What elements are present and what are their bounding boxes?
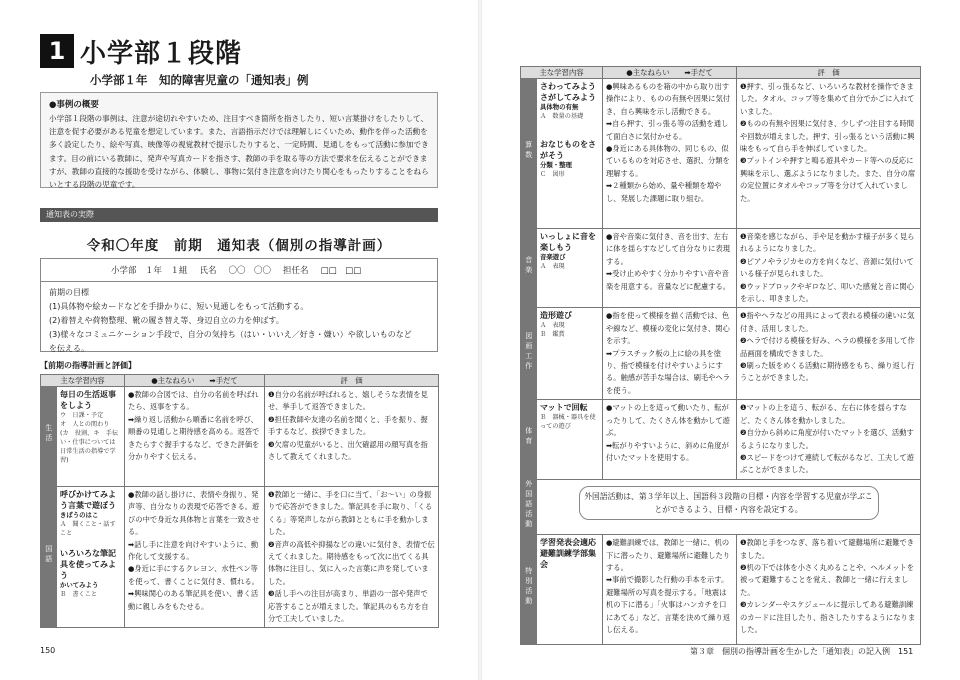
- eval-cell: ❶マットの上を這う、転がる、左右に体を揺らすなど、たくさん体を動かしました。 ❷自分から斜めに角度が付いたマットを選び、活動するようになりました。 ❸スピードをつけて連続して転がるなど、工夫して遊ぶことができました。: [737, 400, 921, 479]
- eval-cell: ❶教師と手をつなぎ、落ち着いて避難場所に避難できました。 ❷机の下では体を小さく丸めることや、ヘルメットを被って避難することを覚え、教師と一緒に行えました。 ❸カレンダーやスケジュールに提示してある避難訓練のカードに注目したり、指さしたりするようになりました。: [737, 535, 921, 645]
- table-row: [41, 387, 439, 487]
- goals-box: [40, 282, 438, 352]
- note-cell: [537, 479, 921, 534]
- category-cell: 図画工作: [521, 308, 537, 400]
- page-number-left: 150: [40, 646, 56, 655]
- grade-class: 小学部 １年 １組: [111, 266, 188, 276]
- foreign-language-note: 外国語活動は、第３学年以上、国語科３段階の目標・内容を学習する児童が学ぶことができるよう、目標・内容を設定する。: [579, 486, 879, 520]
- content-cell: さわってみようさがしてみよう 具体物の有無 Ａ 数量の基礎 おなじものをさがそう 分類・整理 Ｃ 図形: [537, 79, 603, 229]
- content-cell: いっしょに音を楽しもう 音楽遊び Ａ 表現: [537, 229, 603, 308]
- right-plan-table: [520, 66, 921, 645]
- category-cell: 生活: [41, 387, 57, 487]
- category-cell: 算数: [521, 79, 537, 229]
- col-header-aim: ●主なねらい ➡手だて: [603, 67, 737, 79]
- col-header-eval: 評 価: [737, 67, 921, 79]
- left-plan-table: [40, 374, 439, 628]
- content-cell: 学習発表会適応避難訓練学部集会: [537, 535, 603, 645]
- aim-cell: ●マットの上を這って動いたり、転がったりして、たくさん体を動かして遊ぶ。 ➡転がりやすいように、斜めに角度が付いたマットを使用する。: [603, 400, 737, 479]
- aim-cell: ●音や音楽に気付き、音を出す、左右に体を揺らすなどして自分なりに表現する。 ➡受け止めやすく分かりやすい音や音楽を用意する。音量などに配慮する。: [603, 229, 737, 308]
- page-title: 小学部１段階: [80, 39, 243, 69]
- report-title: 令和〇年度 前期 通知表（個別の指導計画）: [86, 238, 392, 254]
- goal-item: (1)具体物や絵カードなどを手掛かりに、短い見通しをもって活動する。: [49, 302, 309, 311]
- aim-cell: ●興味あるものを箱の中から取り出す操作により、ものの有無や因果に気付き、自ら興味を示し活動できる。 ➡自ら押す、引っ張る等の活動を通して面白さに気付かせる。 ●身近にある具体物の、同じもの、似ているものを対応させ、選択、分類を理解する。 ➡２種類から始め、量や種類を増やし、発展した課題に取り組む。: [603, 79, 737, 229]
- category-cell: 特別活動: [521, 535, 537, 645]
- aim-cell: ●避難訓練では、教師と一緒に、机の下に潜ったり、避難場所に避難したりする。 ➡事前で撮影した行動の手本を示す。避難場所の写真を提示する。「地震は机の下に潜る」「火事はハンカチを口にあてる」など、言葉を決めて繰り返し伝える。: [603, 535, 737, 645]
- overview-heading: ●事例の概要: [49, 100, 99, 110]
- goal-item: を伝える。: [49, 344, 89, 353]
- goal-item: (3)様々なコミュニケーション手段で、自分の気持ち（はい・いいえ／好き・嫌い）や欲しいものなど: [49, 330, 412, 339]
- goal-item: (2)着替えや荷物整理、靴の履き替え等、身辺自立の力を伸ばす。: [49, 316, 284, 325]
- table-row: [521, 229, 921, 308]
- chapter-number: 1: [40, 34, 74, 68]
- section-bar: 通知表の実際: [40, 208, 438, 222]
- aim-cell: ●指を使って模様を描く活動では、色や線など、模様の変化に気付き、関心を示す。 ➡プラスチック板の上に絵の具を塗り、指で模様を付けやすいようにする。触感が苦手な場合は、刷毛やヘラを使う。: [603, 308, 737, 400]
- page-subtitle: 小学部１年 知的障害児童の「通知表」例: [90, 73, 309, 87]
- col-header-aim: ●主なねらい ➡手だて: [125, 375, 265, 387]
- table-row: [521, 400, 921, 479]
- content-cell: 呼びかけてみよう言葉で遊ぼう きばうのはこ Ａ 聞くこと・話すこと いろいろな筆記具を使ってみよう かいてみよう Ｂ 書くこと: [57, 487, 125, 628]
- table-row: [521, 79, 921, 229]
- col-header-content: 主な学習内容: [41, 375, 125, 387]
- table-row: [41, 487, 439, 628]
- overview-text: 小学部１段階の事例は、注意が途切れやすいため、注目すべき箇所を指さしたり、短い言葉掛けをしたりして、注意を促す必要がある児童を想定しています。また、言語指示だけでは理解しにくいため、動作を伴った活動を多く設定したり、絵や写真、映像等の視覚教材で提示したりすると、一定時間、見通しをもって活動に参加できます。目の前にいる教師に、発声や写真カードを指さす、教師の手を取る等の方法で要求を伝えることができますが、教師の直接的な援助を受けながら、体験し、事物に気付き注意を向けたり関心をもったりすることをねらいとする段階の児童です。: [49, 114, 429, 190]
- page-footer-right: 第３章 個別の指導計画を生かした「通知表」の記入例 151: [690, 647, 914, 656]
- col-header-eval: 評 価: [265, 375, 439, 387]
- eval-cell: ❶教師と一緒に、手を口に当て、「お〜い」の身振りで応答ができました。筆記具を手に取り、「くるくる」等発声しながら教師とともに手を動かしました。 ❷音声の高低や抑揚などの違いに気付き、表情で伝えてくれました。期待感をもって次に出てくる具体物に注目し、気に入った言葉に声を発していました。 ❸話し手への注目が高まり、単語の一部や発声で応答することが増えました。筆記具のもち方を自分で工夫していました。: [265, 487, 439, 628]
- category-cell: 体育: [521, 400, 537, 479]
- content-cell: 造形遊び Ａ 表現 Ｂ 鑑賞: [537, 308, 603, 400]
- goals-heading: 前期の目標: [49, 288, 89, 297]
- student-info: [40, 258, 438, 282]
- eval-cell: ❶押す、引っ張るなど、いろいろな教材を操作できました。タオル、コップ等を集めて自分でかごに入れていました。 ❷ものの有無や因果に気付き、少しずつ注目する時間や回数が増えました。押す、引っ張るという活動に興味をもって自ら手を伸ばしていました。 ❸プットインや押すと鳴る遊具やカード等への反応に興味を示し、選ぶようになりました。また、自分の席の定位置にタオルやコップ等を分けて入れていました。: [737, 79, 921, 229]
- content-cell: マットで回転 Ｂ 器械・器具を使っての遊び: [537, 400, 603, 479]
- category-cell: 国語: [41, 487, 57, 628]
- aim-cell: ●教師の話し掛けに、表情や身振り、発声等、自分なりの表現で応答できる。遊びの中で身近な具体物と言葉を一致させる。 ➡話し手に注意を向けやすいように、動作化して支援する。 ●身近に手にするクレヨン、水性ペン等を使って、書くことに気付き、慣れる。 ➡興味関心のある筆記具を使い、書く活動に親しみをもたせる。: [125, 487, 265, 628]
- content-cell: 毎日の生活返事をしよう ウ 日課・予定 オ 人との関わり (カ 役割、キ 手伝い・仕事については日常生活の指導で学習): [57, 387, 125, 487]
- col-header-content: 主な学習内容: [521, 67, 603, 79]
- category-cell: 外国語活動: [521, 479, 537, 534]
- eval-cell: ❶指やヘラなどの用具によって表れる模様の違いに気付き、活用しました。 ❷ヘラで付ける模様を好み、ヘラの模様を多用して作品画面を構成できました。 ❸刷った版をめくる活動に期待感をもち、繰り返し行うことができました。: [737, 308, 921, 400]
- teacher-value: □□ □□: [320, 266, 362, 276]
- plan-label: 【前期の指導計画と評価】: [40, 361, 136, 370]
- case-overview: [40, 92, 438, 188]
- eval-cell: ❶自分の名前が呼ばれると、嬉しそうな表情を見せ、挙手して返答できました。 ❷担任教師や友達の名前を聞くと、手を振り、握手するなど、挨拶できました。 ❸欠席の児童がいると、出欠確認用の顔写真を指さして教えてくれました。: [265, 387, 439, 487]
- aim-cell: ●教師の合図では、自分の名前を呼ばれたら、返事をする。 ➡繰り返し活動から順番に名前を呼び、順番の見通しと期待感を高める。返答できたらすぐ握手するなど、できた評価を分かりやすく伝える。: [125, 387, 265, 487]
- name-value: 〇〇 〇〇: [228, 266, 272, 276]
- category-cell: 音楽: [521, 229, 537, 308]
- table-row: [521, 479, 921, 534]
- table-row: [521, 308, 921, 400]
- table-row: [521, 535, 921, 645]
- teacher-label: 担任名: [283, 266, 309, 276]
- eval-cell: ❶音楽を感じながら、手や足を動かす様子が多く見られるようになりました。 ❷ピアノやラジカセの方を向くなど、音源に気付いている様子が見られました。 ❸ウッドブロックやギロなど、叩いた感覚と音に関心を示し、叩きました。: [737, 229, 921, 308]
- name-label: 氏名: [199, 266, 217, 276]
